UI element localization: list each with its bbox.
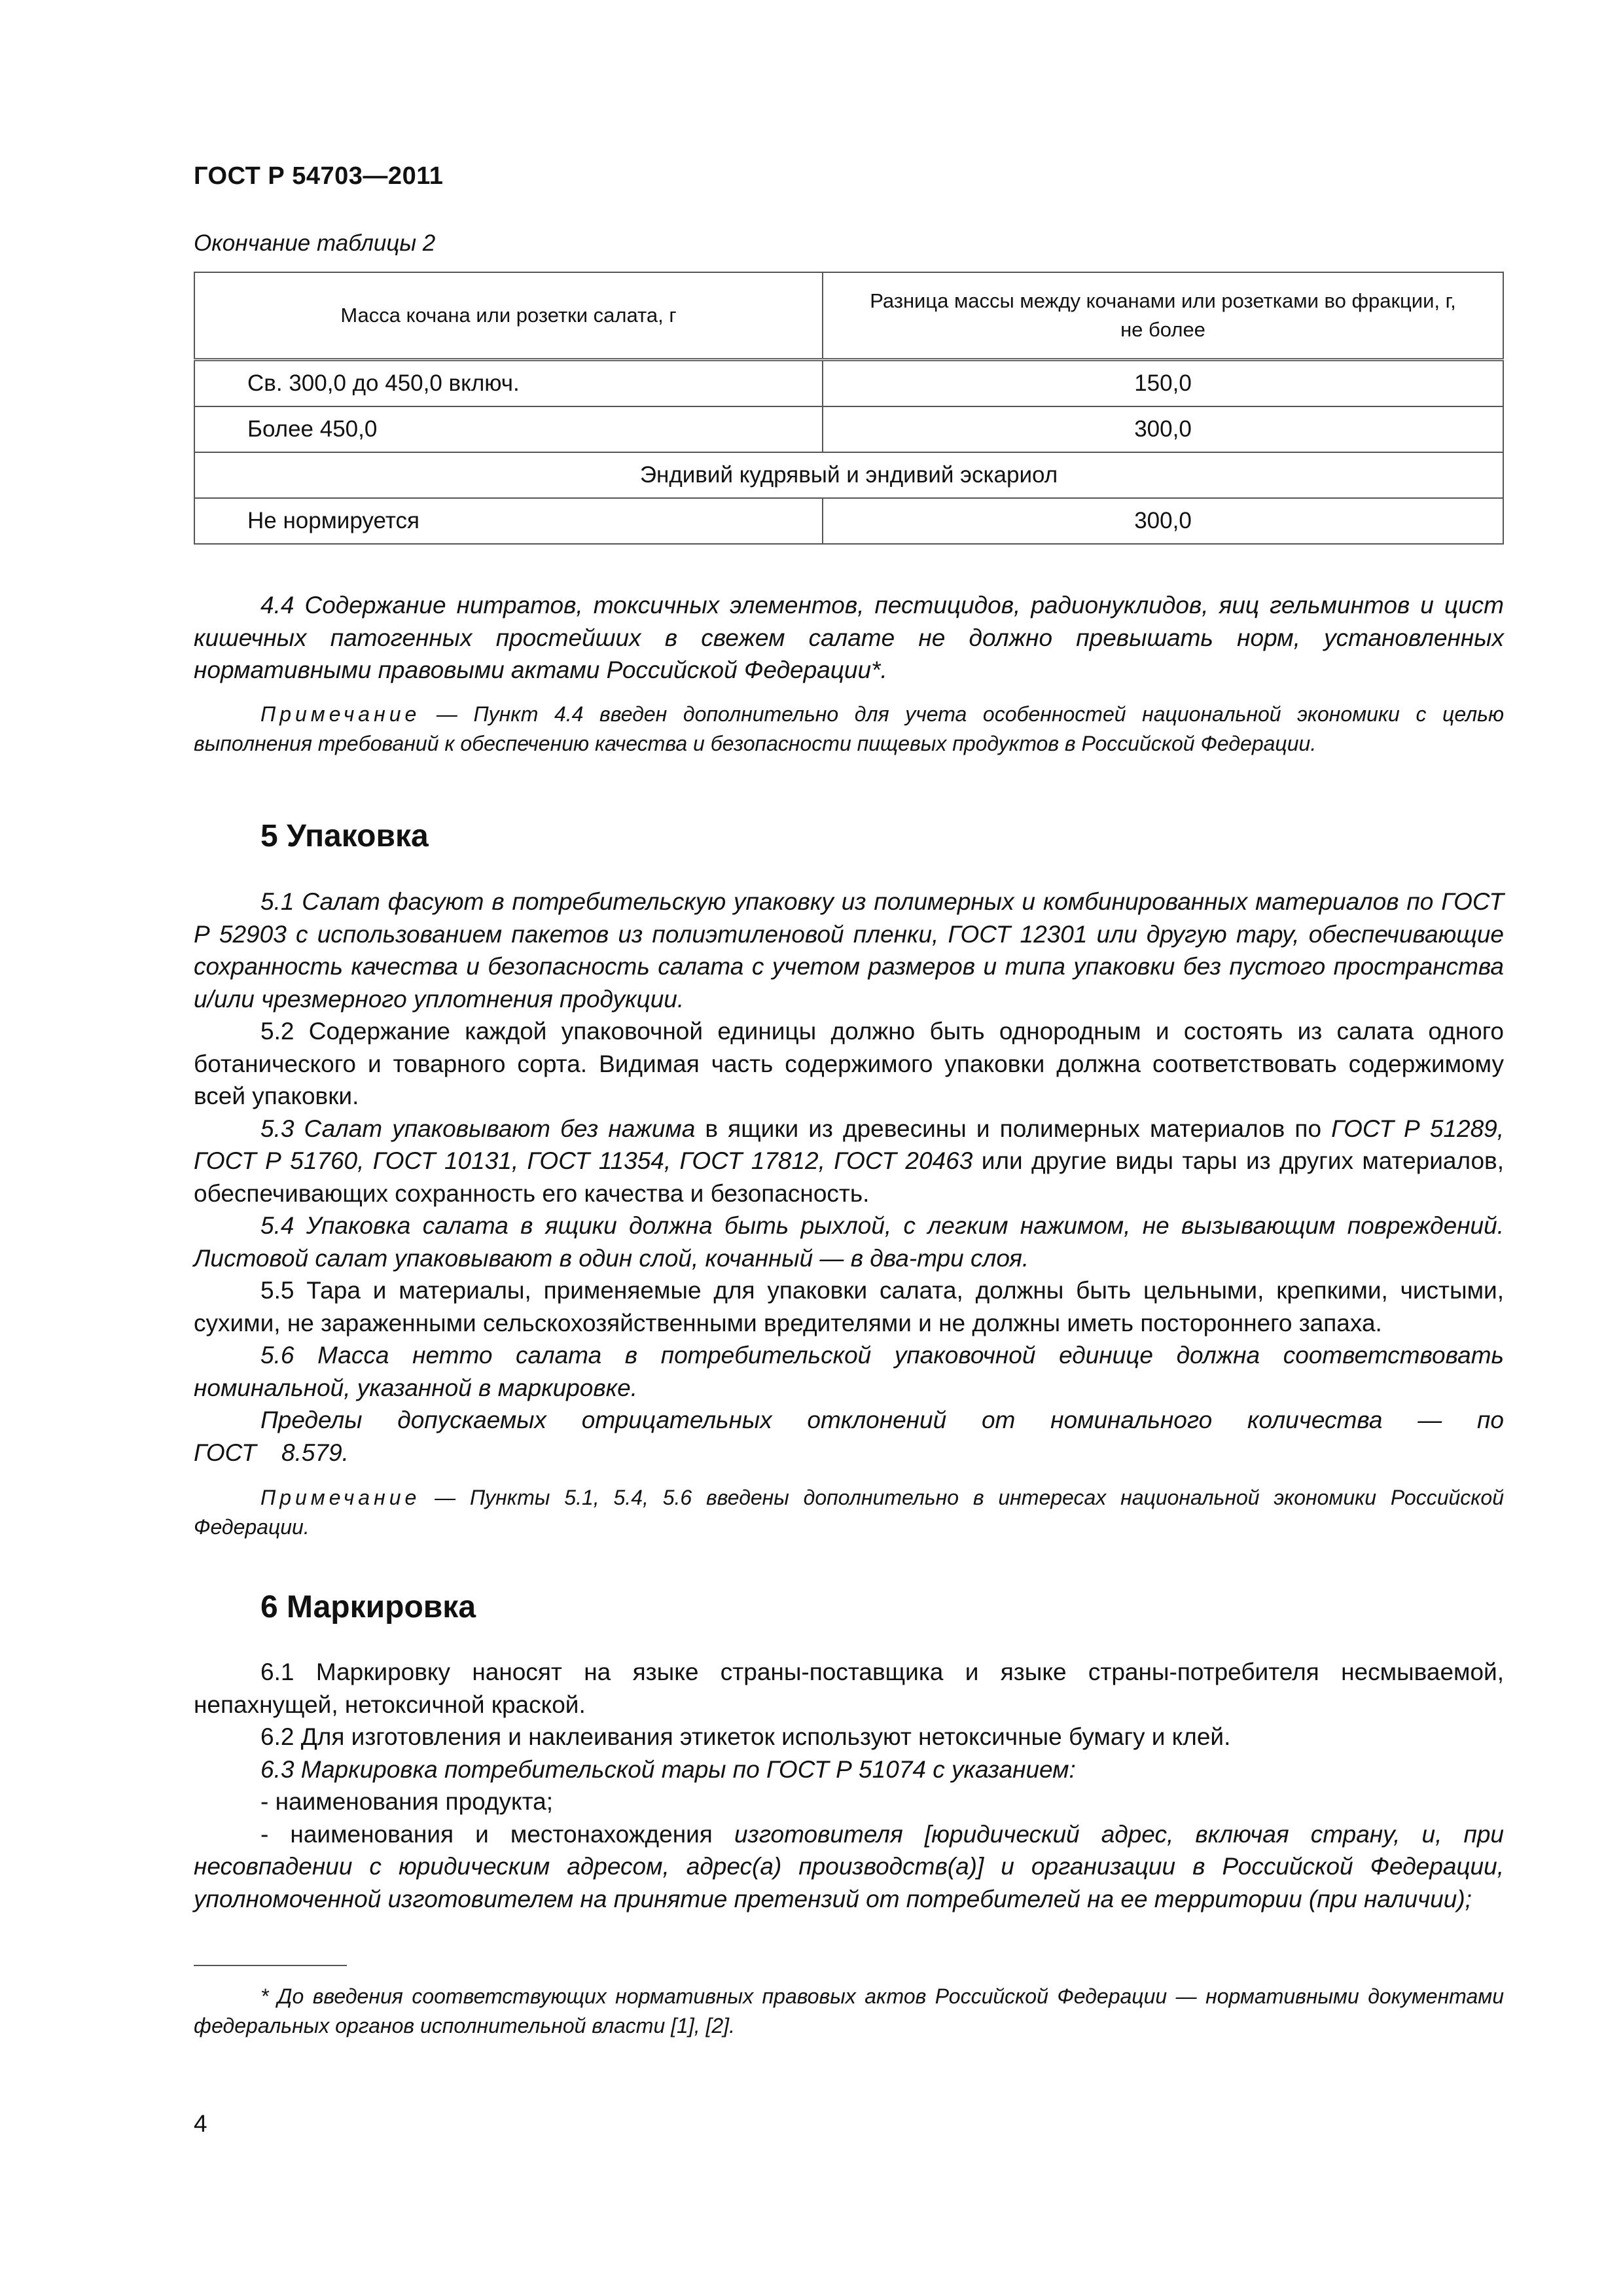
clause-5-6: 5.6 Масса нетто салата в потребительской упаковочной единице должна соответствовать номинальной, указанной в маркировке.	[194, 1342, 1504, 1401]
table-row	[194, 360, 1503, 407]
list-item-detail: изготовителя [юридический адрес, включая страну, и, при несовпадении с юридическим адресом, адрес(а) производств(а)] и организации в Российской Федерации, уполномоченной изготовителем на принятие претензий от потребителей на ее территории (при наличии);	[194, 1820, 1504, 1912]
list-item: - наименования продукта;	[260, 1788, 553, 1815]
document-code-header: ГОСТ Р 54703—2011	[194, 162, 444, 190]
clause-5-3-tail: или другие виды тары из других материалов, обеспечивающих сохранность его качества и безопасность.	[194, 1147, 1504, 1207]
cell-mass: Не нормируется	[194, 498, 823, 544]
clause-6-1: 6.1 Маркировку наносят на языке страны-поставщика и языке страны-потребителя несмываемой, непахнущей, нетоксичной краской.	[194, 1659, 1504, 1718]
table-header-row	[194, 272, 1503, 360]
list-item-lead: - наименования и местонахождения	[260, 1820, 734, 1848]
col-mass-header: Масса кочана или розетки салата, г	[194, 272, 823, 360]
table-caption: Окончание таблицы 2	[194, 230, 436, 256]
clause-4-4: 4.4 Содержание нитратов, токсичных элементов, пестицидов, радионуклидов, яиц гельминтов и цист кишечных патогенных простейших в свежем салате не должно превышать норм, установленных нормативными правовыми актами Российской Федерации*.	[194, 592, 1504, 683]
clause-5-4: 5.4 Упаковка салата в ящики должна быть рыхлой, с легким нажимом, не вызывающим повреждений. Листовой салат упаковывают в один слой, кочанный — в два-три слоя.	[194, 1212, 1504, 1272]
footnote-text: * До введения соответствующих нормативных правовых актов Российской Федерации — нормативными документами федеральных органов исполнительной власти [1], [2].	[194, 1984, 1504, 2037]
cell-diff: 300,0	[823, 406, 1503, 452]
group-label: Эндивий кудрявый и эндивий эскариол	[194, 452, 1503, 498]
footnote-divider	[194, 1965, 347, 1966]
clause-5-3	[194, 1113, 1504, 1210]
table-group-row	[194, 452, 1503, 498]
footnote	[194, 1982, 1504, 2041]
section-5-body	[194, 886, 1504, 1542]
cell-mass: Св. 300,0 до 450,0 включ.	[194, 360, 823, 407]
note-text: — Пункт 4.4 введен дополнительно для учета особенностей национальной экономики с целью выполнения требований к обеспечению качества и безопасности пищевых продуктов в Российской Федерации.	[194, 702, 1504, 755]
table-row	[194, 498, 1503, 544]
clause-5-5: 5.5 Тара и материалы, применяемые для упаковки салата, должны быть цельными, крепкими, чистыми, сухими, не зараженными сельскохозяйственными вредителями и не должны иметь постороннего запаха.	[194, 1277, 1504, 1336]
clause-5-1: 5.1 Салат фасуют в потребительскую упаковку из полимерных и комбинированных материалов по ГОСТ Р 52903 с использованием пакетов из полиэтиленовой пленки, ГОСТ 12301 или другую тару, обеспечивающие сохранность качества и безопасность салата с учетом размеров и типа упаковки без пустого пространства и/или чрезмерного уплотнения продукции.	[194, 888, 1504, 1013]
cell-diff: 300,0	[823, 498, 1503, 544]
clause-5-6-tolerance: Пределы допускаемых отрицательных отклонений от номинального количества — по ГОСТ 8.579.	[194, 1407, 1504, 1466]
clause-5-3-lead: 5.3 Салат упаковывают без нажима	[260, 1115, 696, 1142]
note-section-5	[194, 1483, 1504, 1542]
section-6-body	[194, 1656, 1504, 1915]
clause-6-3: 6.3 Маркировка потребительской тары по ГОСТ Р 51074 с указанием:	[260, 1755, 1076, 1783]
cell-mass: Более 450,0	[194, 406, 823, 452]
note-text: — Пункты 5.1, 5.4, 5.6 введены дополнительно в интересах национальной экономики Российской Федерации.	[194, 1486, 1504, 1539]
page-number: 4	[194, 2110, 207, 2137]
col-diff-header: Разница массы между кочанами или розетками во фракции, г, не более	[823, 272, 1503, 360]
clause-5-3-standards: ГОСТ Р 51289, ГОСТ Р 51760, ГОСТ 10131, ГОСТ 11354, ГОСТ 17812, ГОСТ 20463	[194, 1115, 1505, 1174]
table-row	[194, 406, 1503, 452]
cell-diff: 150,0	[823, 360, 1503, 407]
list-item	[194, 1818, 1504, 1916]
note-label: Примечание	[260, 1486, 421, 1509]
clause-4-4-block	[194, 589, 1504, 759]
section-6-title: 6 Маркировка	[260, 1590, 476, 1624]
note-label: Примечание	[260, 702, 421, 726]
clause-6-2: 6.2 Для изготовления и наклеивания этикеток используют нетоксичные бумагу и клей.	[260, 1723, 1231, 1750]
mass-difference-table	[194, 272, 1504, 545]
note-4-4	[194, 700, 1504, 759]
section-5-title: 5 Упаковка	[260, 819, 429, 853]
clause-5-3-mid: в ящики из древесины и полимерных материалов по	[695, 1115, 1322, 1142]
clause-5-2: 5.2 Содержание каждой упаковочной единицы должно быть однородным и состоять из салата одного ботанического и товарного сорта. Видимая часть содержимого упаковки должна соответствовать содержимому всей упаковки.	[194, 1018, 1504, 1109]
